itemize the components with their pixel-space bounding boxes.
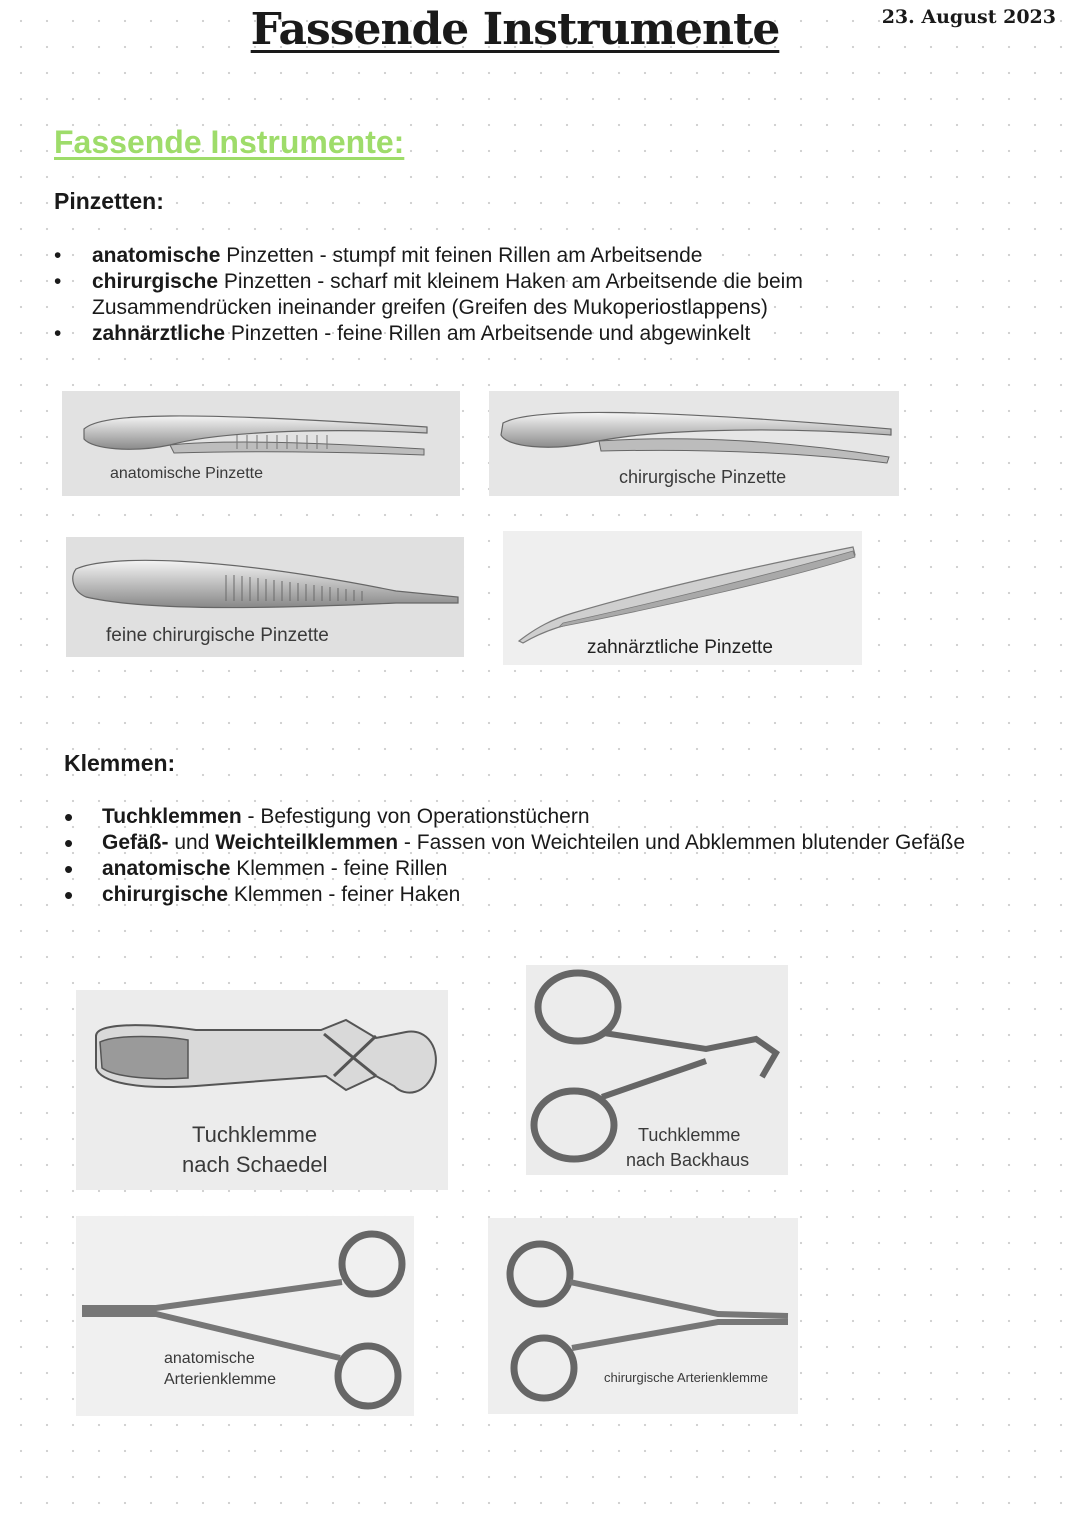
image-caption: feine chirurgische Pinzette: [106, 625, 329, 646]
pinzetten-list: [54, 243, 894, 347]
image-caption: chirurgische Arterienklemme: [604, 1370, 769, 1385]
tuchklemme-backhaus-image: [526, 965, 788, 1175]
image-caption-line1: Tuchklemme: [192, 1122, 318, 1147]
anatomische-arterienklemme-image: [76, 1216, 414, 1416]
list-item: • Gefäß- und Weichteilklemmen - Fassen von Weichteilen und Abklemmen blutender Gefäße: [64, 830, 984, 856]
list-item: • Tuchklemmen - Befestigung von Operationstüchern: [64, 804, 984, 830]
feine-chirurgische-pinzette-image: [66, 537, 464, 657]
image-caption-line1: Tuchklemme: [638, 1125, 741, 1145]
section-heading: Fassende Instrumente:: [54, 124, 405, 160]
pinzetten-heading: Pinzetten:: [54, 188, 164, 214]
image-caption-line2: nach Backhaus: [626, 1150, 750, 1170]
image-caption: chirurgische Pinzette: [619, 467, 787, 487]
list-item: • chirurgische Klemmen - feiner Haken: [64, 882, 984, 908]
image-caption: anatomische Pinzette: [110, 465, 263, 482]
image-caption: zahnärztliche Pinzette: [587, 637, 773, 658]
list-item: • chirurgische Pinzetten - scharf mit kleinem Haken am Arbeitsende die beim Zusammendrücken ineinander greifen (Greifen des Mukoperiostlappens): [54, 269, 894, 321]
tuchklemme-schaedel-image: [76, 990, 448, 1190]
klemmen-list: [64, 804, 984, 908]
image-caption-line2: Arterienklemme: [164, 1371, 277, 1388]
image-caption-line1: anatomische: [164, 1350, 255, 1367]
chirurgische-pinzette-image: [489, 391, 899, 496]
page-title: Fassende Instrumente: [250, 4, 780, 55]
list-item: • anatomische Pinzetten - stumpf mit feinen Rillen am Arbeitsende: [54, 243, 894, 269]
zahnaerztliche-pinzette-image: [503, 531, 862, 665]
image-caption-line2: nach Schaedel: [182, 1152, 328, 1177]
klemmen-heading: Klemmen:: [64, 750, 176, 776]
anatomische-pinzette-image: [62, 391, 460, 496]
chirurgische-arterienklemme-image: [488, 1218, 798, 1414]
list-item: • anatomische Klemmen - feine Rillen: [64, 856, 984, 882]
list-item: • zahnärztliche Pinzetten - feine Rillen am Arbeitsende und abgewinkelt: [54, 321, 894, 347]
page-date: 23. August 2023: [881, 6, 1056, 28]
